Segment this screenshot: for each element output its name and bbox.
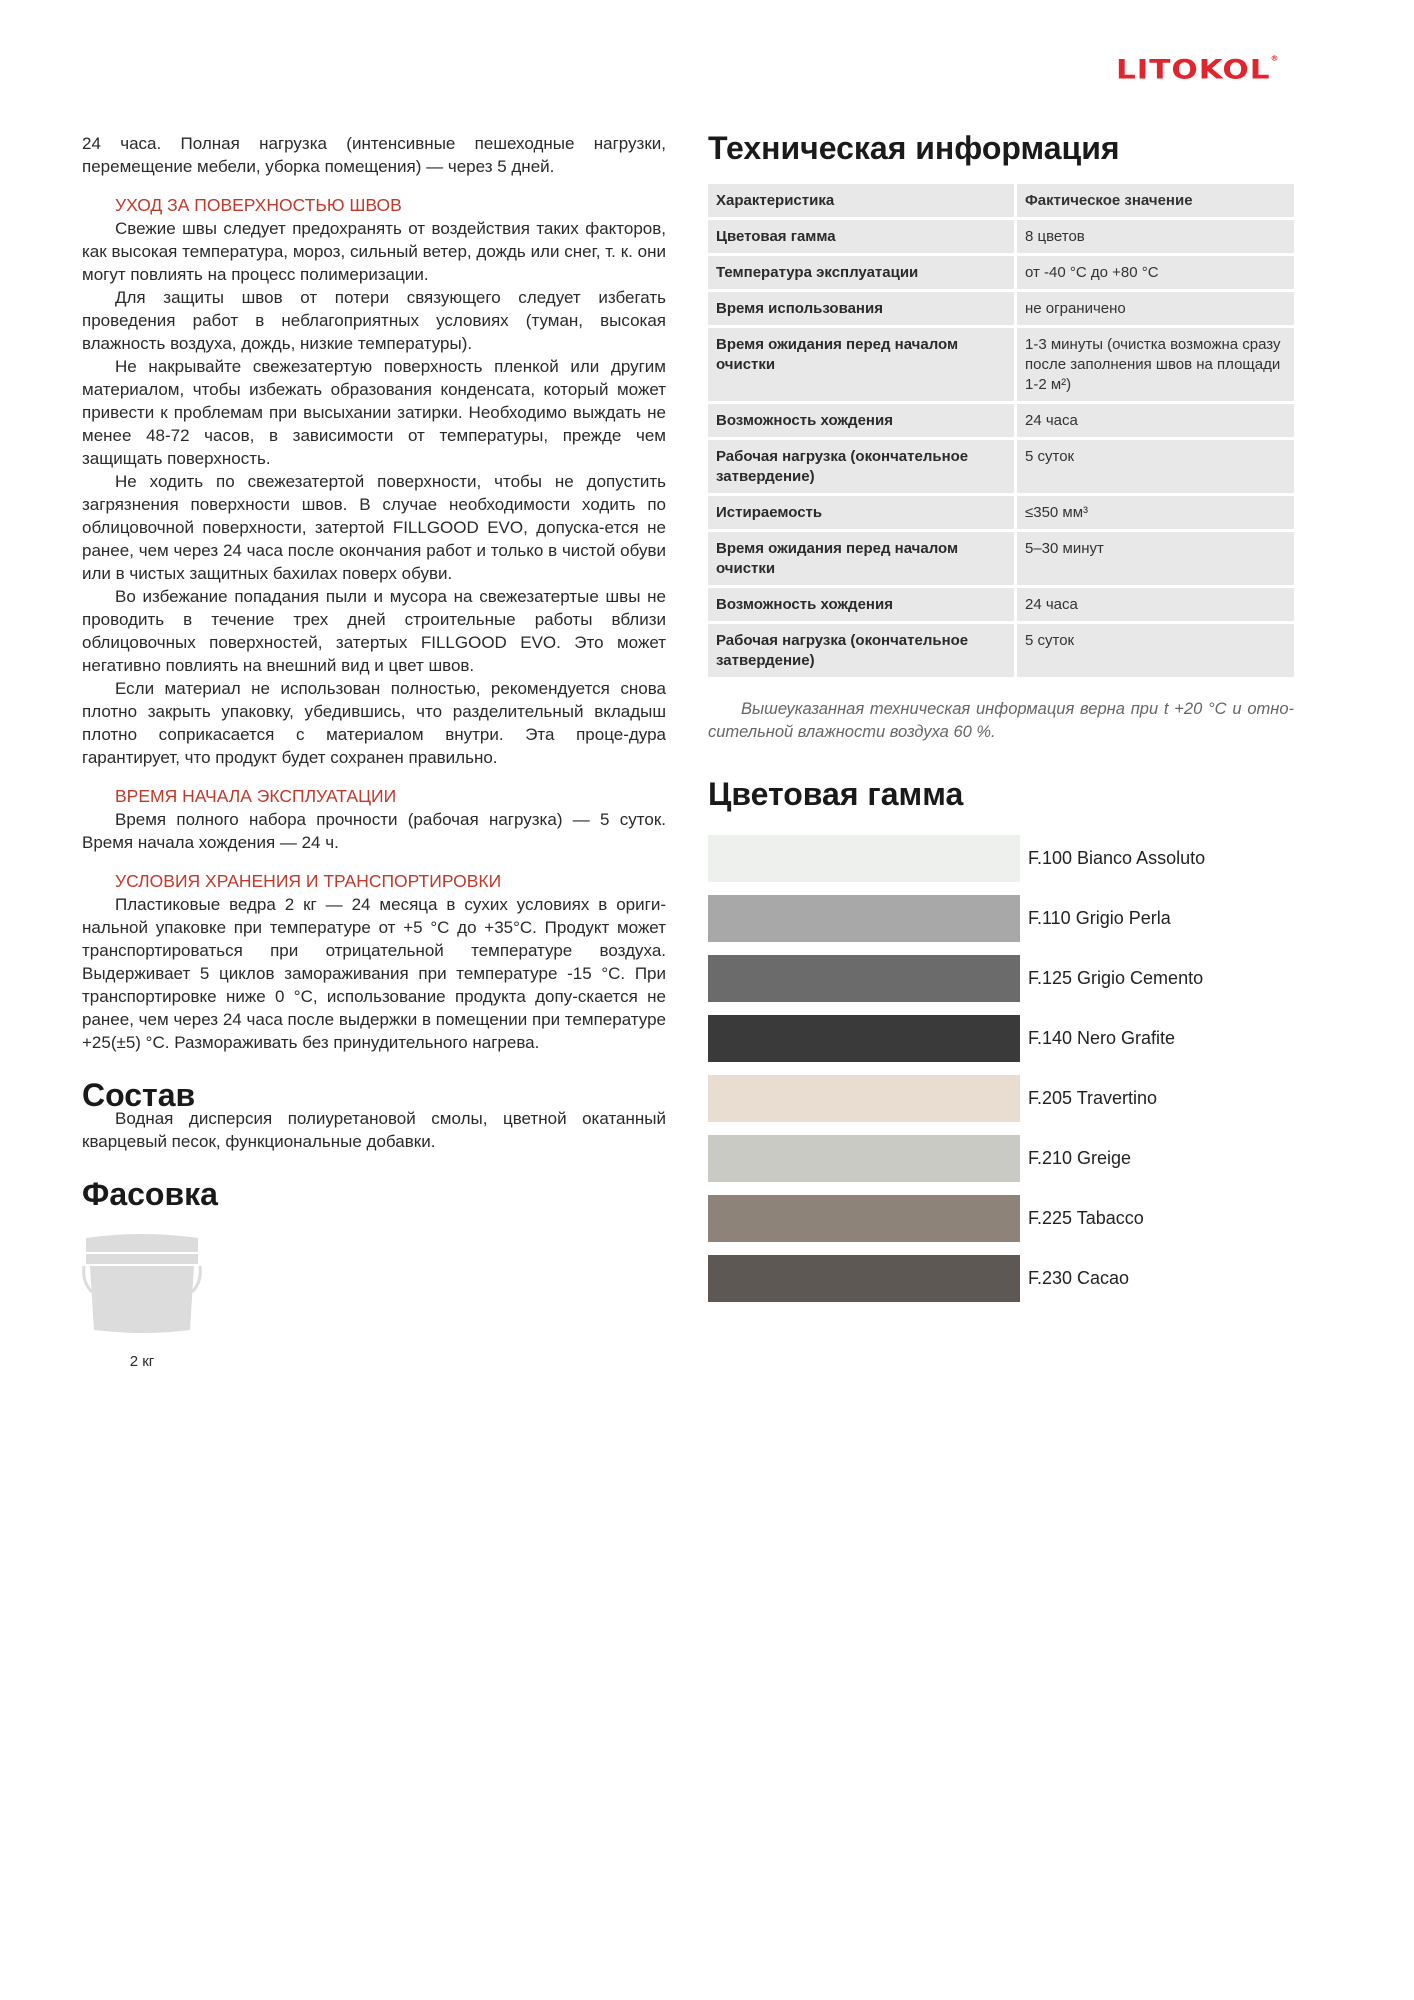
color-label: F.210 Greige [1028, 1148, 1132, 1168]
value-cell: ≤350 мм³ [1017, 496, 1294, 529]
color-label: F.125 Grigio Cemento [1028, 968, 1204, 988]
property-cell: Время ожидания перед началом очистки [708, 328, 1014, 401]
care-paragraph: Во избежание попадания пыли и мусора на свежезатертые швы не проводить в течение трех дней строительные работы вблизи облицовочных поверхностей, затертых FILLGOOD EVO. Это может негативно повлиять на внешний вид и цвет швов. [82, 587, 666, 675]
start-heading: ВРЕМЯ НАЧАЛА ЭКСПЛУАТАЦИИ [115, 786, 397, 806]
color-chip [708, 1135, 1020, 1182]
value-cell: 5–30 минут [1017, 532, 1294, 585]
color-swatch-item [708, 1255, 1294, 1302]
table-header-row [708, 184, 1294, 217]
left-column [82, 132, 666, 1373]
property-cell: Характеристика [708, 184, 1014, 217]
color-swatch-item [708, 895, 1294, 942]
property-cell: Возможность хождения [708, 588, 1014, 621]
bucket-icon [82, 1232, 202, 1342]
table-row [708, 220, 1294, 253]
color-swatch-item [708, 1135, 1294, 1182]
color-swatch-item [708, 835, 1294, 882]
property-cell: Возможность хождения [708, 404, 1014, 437]
color-chip [708, 955, 1020, 1002]
value-cell: 24 часа [1017, 588, 1294, 621]
care-heading: УХОД ЗА ПОВЕРХНОСТЬЮ ШВОВ [115, 195, 402, 215]
color-label: F.100 Bianco Assoluto [1028, 848, 1206, 868]
color-swatch-item [708, 1015, 1294, 1062]
storage-text: Пластиковые ведра 2 кг — 24 месяца в сухих условиях в ориги-нальной упаковке при температуре от +5 °С до +35°С. Продукт может транспортироваться при отрицательной температуре воздуха. Выдерживает 5 циклов замораживания при температуре -15 °С. При транспортировке ниже 0 °С, использование продукта допу-скается не ранее, чем через 24 часа после выдержки в помещении при температуре +25(±5) °С. Размораживать без принудительного нагрева. [82, 895, 666, 1052]
property-cell: Время использования [708, 292, 1014, 325]
color-chip [708, 1255, 1020, 1302]
table-row [708, 624, 1294, 677]
logo-text: LITOKOL [1116, 54, 1271, 86]
property-cell: Цветовая гамма [708, 220, 1014, 253]
tech-note: Вышеуказанная техническая информация верна при t +20 °С и отно-сительной влажности воздуха 60 %. [708, 700, 1294, 741]
color-label: F.225 Tabacco [1028, 1208, 1144, 1228]
value-cell: не ограничено [1017, 292, 1294, 325]
value-cell: 24 часа [1017, 404, 1294, 437]
value-cell: 5 суток [1017, 440, 1294, 493]
intro-text: 24 часа. Полная нагрузка (интенсивные пешеходные нагрузки, перемещение мебели, уборка помещения) — через 5 дней. [82, 134, 666, 176]
table-row [708, 404, 1294, 437]
table-row [708, 256, 1294, 289]
color-swatch-item [708, 1195, 1294, 1242]
packaging-label: 2 кг [129, 1353, 155, 1370]
start-text: Время полного набора прочности (рабочая нагрузка) — 5 суток. Время начала хождения — 24 ч. [82, 810, 666, 852]
care-paragraph: Для защиты швов от потери связующего следует избегать проведения работ в неблагоприятных условиях (туман, высокая влажность воздуха, дождь, низкие температуры). [82, 288, 666, 353]
color-label: F.205 Travertino [1028, 1088, 1158, 1108]
registered-mark: ® [1270, 54, 1280, 63]
care-paragraph: Если материал не использован полностью, рекомендуется снова плотно закрыть упаковку, убедившись, что разделительный вкладыш плотно соприкасается с материалом внутри. Эта проце-дура гарантирует, что продукт будет сохранен правильно. [82, 679, 666, 767]
table-row [708, 588, 1294, 621]
color-swatch-item [708, 1075, 1294, 1122]
colors-heading: Цветовая гамма [708, 776, 964, 812]
color-swatch-item [708, 955, 1294, 1002]
care-paragraph: Не ходить по свежезатертой поверхности, чтобы не допустить загрязнения поверхности швов. В случае необходимости ходить по облицовочной поверхности, затертой FILLGOOD EVO, допуска-ется не ранее, чем через 24 часа после окончания работ и только в чистой обуви или в чистых защитных бахилах поверх обуви. [82, 472, 666, 583]
color-chip [708, 835, 1020, 882]
color-swatch-list [708, 835, 1294, 1302]
right-column [708, 130, 1294, 1302]
litokol-logo [1116, 55, 1280, 86]
color-label: F.140 Nero Grafite [1028, 1028, 1176, 1048]
table-row [708, 328, 1294, 401]
color-chip [708, 1015, 1020, 1062]
color-label: F.110 Grigio Perla [1028, 908, 1171, 928]
packaging-heading: Фасовка [82, 1176, 218, 1212]
table-row [708, 292, 1294, 325]
care-paragraph: Свежие швы следует предохранять от воздействия таких факторов, как высокая температура, мороз, сильный ветер, дождь или снег, т. к. они могут повлиять на процесс полимеризации. [82, 219, 666, 284]
property-cell: Температура эксплуатации [708, 256, 1014, 289]
value-cell: 1-3 минуты (очистка возможна сразу после заполнения швов на площади 1-2 м²) [1017, 328, 1294, 401]
color-chip [708, 895, 1020, 942]
care-paragraph: Не накрывайте свежезатертую поверхность пленкой или другим материалом, чтобы избежать образования конденсата, который может привести к проблемам при высыхании затирки. Необходимо выждать не менее 48-72 часов, в зависимости от температуры, прежде чем защищать поверхность. [82, 357, 666, 468]
storage-heading: УСЛОВИЯ ХРАНЕНИЯ И ТРАНСПОРТИРОВКИ [115, 871, 502, 891]
value-cell: 5 суток [1017, 624, 1294, 677]
composition-text: Водная дисперсия полиуретановой смолы, цветной окатанный кварцевый песок, функциональные добавки. [82, 1109, 666, 1151]
color-chip [708, 1075, 1020, 1122]
value-cell: Фактическое значение [1017, 184, 1294, 217]
composition-heading: Состав [82, 1077, 196, 1113]
property-cell: Время ожидания перед началом очистки [708, 532, 1014, 585]
property-cell: Истираемость [708, 496, 1014, 529]
tech-info-heading: Техническая информация [708, 130, 1120, 166]
table-row [708, 532, 1294, 585]
color-chip [708, 1195, 1020, 1242]
color-label: F.230 Cacao [1028, 1268, 1130, 1288]
table-row [708, 440, 1294, 493]
property-cell: Рабочая нагрузка (окончательное затвердение) [708, 624, 1014, 677]
property-cell: Рабочая нагрузка (окончательное затвердение) [708, 440, 1014, 493]
table-row [708, 496, 1294, 529]
value-cell: от -40 °С до +80 °С [1017, 256, 1294, 289]
value-cell: 8 цветов [1017, 220, 1294, 253]
tech-table [705, 181, 1297, 680]
